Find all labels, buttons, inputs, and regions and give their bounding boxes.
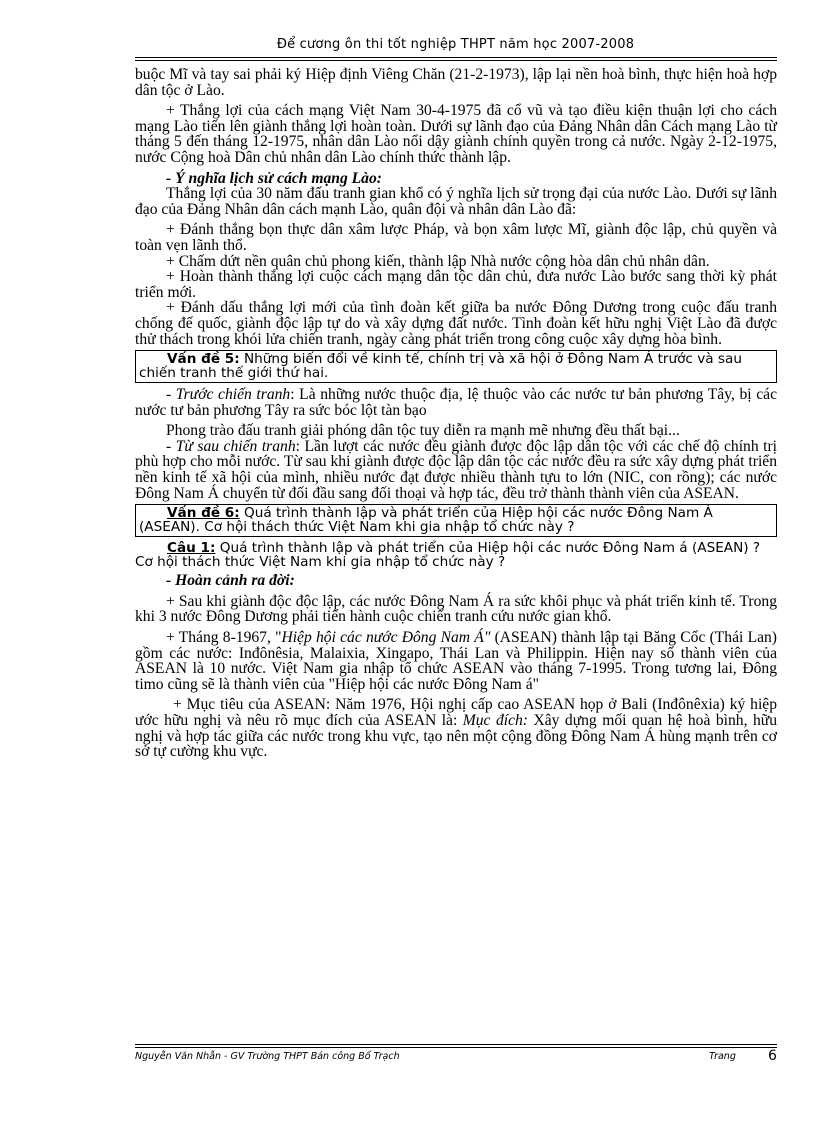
page-content xyxy=(135,67,777,760)
footer-page-label: Trang xyxy=(709,1051,736,1062)
topic-text: Quá trình thành lập và phát triển của Hiệp hội các nước Đông Nam Á (ASEAN). Cơ hội thách thức Việt Nam khi gia nhập tổ chức này ? xyxy=(139,505,713,536)
term-text: : Lần lượt các nước đều giành được độc lập dân tộc với các chế độ chính trị phù hợp cho mỗi nước. Từ sau khi giành được độc lập dân tộc các nước đều ra sức xây dựng phát triển nền kinh tế xã hội của mình, nhiều nước đạt được nhiều thành tựu to lớn (NIC, con rồng); các nước Đông Nam Á chuyển từ đối đầu sang đối thoại và hợp tác, đều trở thành thành viên của ASEAN. xyxy=(135,437,777,502)
text-run: (ASEAN) thành lập tại Băng Cốc (Thái Lan) gồm các nước: Inđônêsia, Malaixia, Xingapo, Thái Lan và Philippin. Hiện nay số thành viên của ASEAN là 10 nước. Việt Nam gia nhập tổ chức ASEAN vào tháng 7-1995. Trong tương lai, Đông timo cũng sẽ là thành viên của "Hiệp hội các nước Đông Nam á" xyxy=(135,629,778,693)
term-text: : Là những nước thuộc địa, lệ thuộc vào các nước tư bản phương Tây, bị các nước tư bản phương Tây ra sức bóc lột tàn bạo xyxy=(135,386,778,419)
text-run: + Mục tiêu của ASEAN: Năm 1976, Hội nghị cấp cao ASEAN họp ở Bali (Inđônêxia) ký hiệp ước hữu nghị và nêu rõ mục đích của ASEAN là: xyxy=(135,696,777,729)
footer-rule xyxy=(135,1044,777,1045)
paragraph: + Sau khi giành độc độc lập, các nước Đông Nam Á ra sức khôi phục và phát triển kinh tế. Trong khi 3 nước Đông Dương phải tiến hành cuộc chiến tranh cứu nước gian khổ. xyxy=(135,592,777,626)
paragraph: buộc Mĩ và tay sai phải ký Hiệp định Viêng Chăn (21-2-1973), lập lại nền hoà bình, thực hiện hoà hợp dân tộc ở Lào. xyxy=(135,66,777,99)
paragraph xyxy=(135,697,777,759)
topic-label: Vấn đề 6: xyxy=(167,505,240,522)
paragraph: Phong trào đấu tranh giải phóng dân tộc tuy diễn ra mạnh mẽ nhưng đều thất bại... xyxy=(166,422,680,440)
paragraph: + Thắng lợi của cách mạng Việt Nam 30-4-1975 đã cổ vũ và tạo điều kiện thuận lợi cho cách mạng Lào tiến lên giành thắng lợi hoàn toàn. Dưới sự lãnh đạo của Đảng Nhân dân Cách mạng Lào từ tháng 5 đến tháng 12-1975, nhân dân Lào nổi dậy giành chính quyền trong cả nước. Ngày 2-12-1975, nước Cộng hoà Dân chủ nhân dân Lào chính thức thành lập. xyxy=(135,102,777,166)
question-label: Câu 1: xyxy=(167,540,216,557)
header-rule-double xyxy=(135,60,777,61)
text-run-italic: Hiệp hội các nước Đông Nam Á" xyxy=(281,629,491,647)
paragraph: + Hoàn thành thắng lợi cuộc cách mạng dân tộc dân chủ, đưa nước Lào bước sang thời kỳ phát triển mới. xyxy=(135,268,777,301)
term-label: - Từ sau chiến tranh xyxy=(166,437,296,455)
topic-box-6 xyxy=(135,504,777,537)
footer-author: Nguyễn Văn Nhẫn - GV Trường THPT Bán công Bố Trạch xyxy=(135,1051,400,1062)
topic-box-5 xyxy=(135,350,777,383)
paragraph: + Chấm dứt nền quân chủ phong kiến, thành lập Nhà nước cộng hòa dân chủ nhân dân. xyxy=(166,252,710,270)
page-number: 6 xyxy=(768,1048,777,1064)
section-heading: - Ý nghĩa lịch sử cách mạng Lào: xyxy=(166,169,382,187)
footer-rule-double xyxy=(135,1047,777,1048)
topic-text: Những biến đổi về kinh tế, chính trị và xã hội ở Đông Nam Á trước và sau chiến tranh thế giới thứ hai. xyxy=(139,351,742,382)
paragraph xyxy=(135,630,777,692)
paragraph xyxy=(135,439,777,501)
text-run: Xây dựng mối quan hệ hoà bình, hữu nghị và hợp tác giữa các nước trong khu vực, tạo nên một cộng đồng Đông Nam Á hùng mạnh trên cơ sở tự cường khu vực. xyxy=(135,712,777,761)
page-header: Để cương ôn thi tốt nghiệp THPT năm học 2007-2008 xyxy=(276,37,635,52)
paragraph: + Đánh dấu thắng lợi mới của tình đoàn kết giữa ba nước Đông Dương trong cuộc đấu tranh chống đế quốc, giành độc lập tự do và xây dựng đất nước. Tình đoàn kết hữu nghị Việt Lào đã được thử thách trong khói lửa chiến tranh, ngày càng phát triển trong công cuộc xây dựng hòa bình. xyxy=(135,299,777,348)
term-label: - Trước chiến tranh xyxy=(166,386,291,404)
text-run-italic: Mục đích: xyxy=(462,712,528,729)
paragraph: + Đánh thắng bọn thực dân xâm lược Pháp, và bọn xâm lược Mĩ, giành độc lập, chủ quyền và toàn vẹn lãnh thổ. xyxy=(135,221,777,254)
question-text: Quá trình thành lập và phát triển của Hiệp hội các nước Đông Nam á (ASEAN) ?Cơ hội thách thức Việt Nam khi gia nhập tổ chức này ? xyxy=(135,540,761,571)
paragraph xyxy=(135,387,777,418)
topic-label: Vấn đề 5: xyxy=(167,351,240,368)
question-1 xyxy=(135,541,777,569)
paragraph: Thắng lợi của 30 năm đấu tranh gian khổ có ý nghĩa lịch sử trọng đại của nước Lào. Dưới sự lãnh đạo của Đảng Nhân dân cách mạnh Lào, quân đội và nhân dân Lào đã: xyxy=(135,185,777,218)
text-run: + Tháng 8-1967, " xyxy=(166,629,282,647)
section-heading: - Hoàn cảnh ra đời: xyxy=(166,572,295,590)
header-rule xyxy=(135,57,777,58)
